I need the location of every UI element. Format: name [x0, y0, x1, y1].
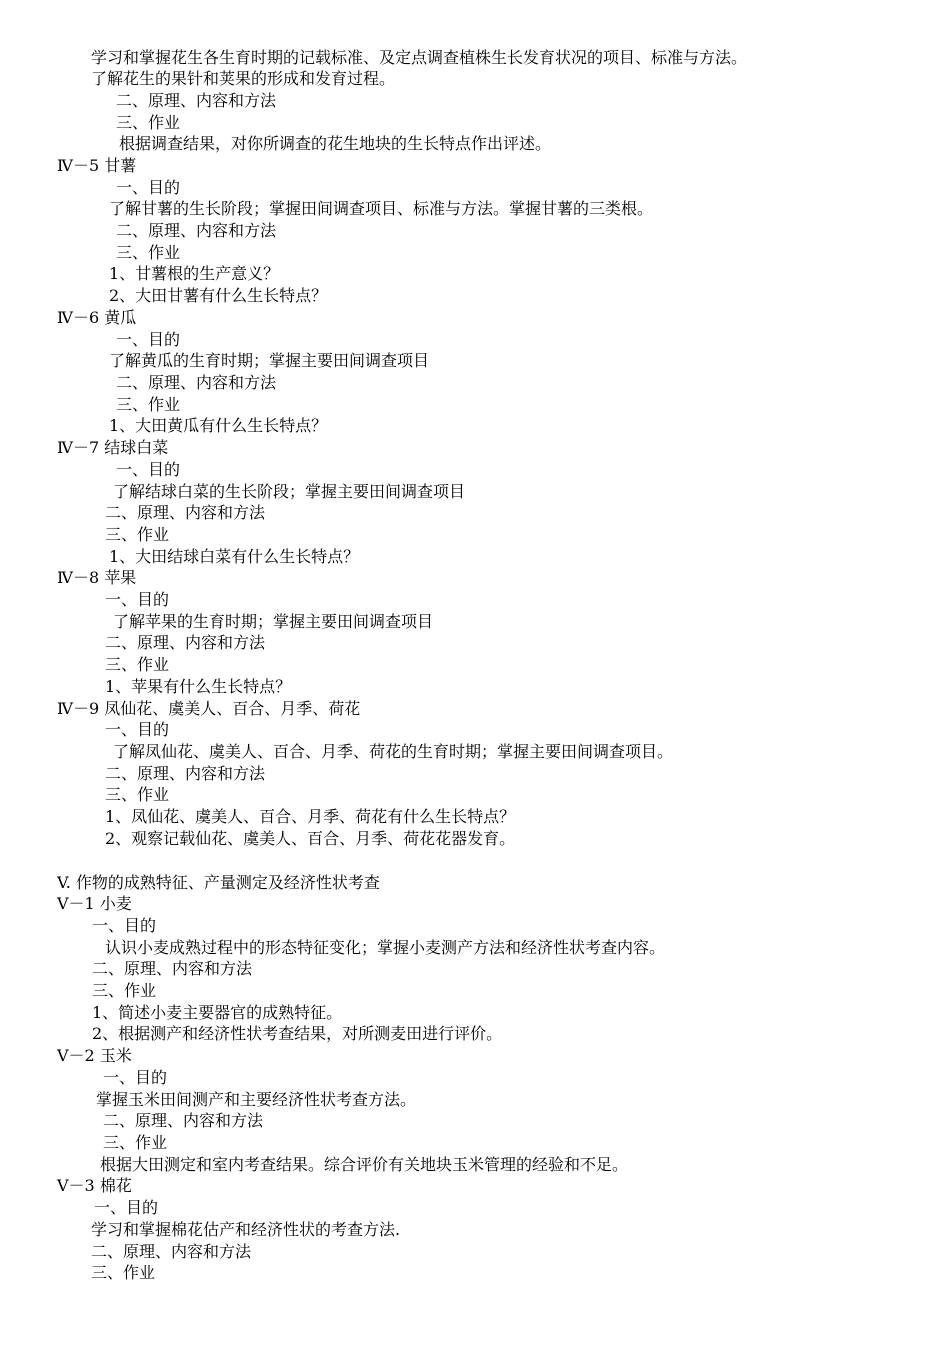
subheading: 一、目的	[116, 178, 181, 197]
question-item: 2、根据测产和经济性状考查结果，对所测麦田进行评价。	[92, 1024, 503, 1043]
subheading: 三、作业	[105, 655, 170, 674]
paragraph-text: 根据调查结果，对你所调查的花生地块的生长特点作出评述。	[119, 134, 552, 153]
question-item: 1、大田黄瓜有什么生长特点？	[109, 416, 328, 435]
subheading: 三、作业	[116, 113, 181, 132]
section-heading: V－1 小麦	[57, 894, 132, 913]
paragraph-text: 了解花生的果针和荚果的形成和发育过程。	[91, 69, 396, 88]
subheading: 一、目的	[94, 1198, 159, 1217]
paragraph-text: 了解甘薯的生长阶段；掌握田间调查项目、标准与方法。掌握甘薯的三类根。	[109, 199, 654, 218]
subheading: 一、目的	[92, 916, 157, 935]
subheading: 一、目的	[116, 330, 181, 349]
paragraph-text: 学习和掌握花生各生育时期的记载标准、及定点调查植株生长发育状况的项目、标准与方法。	[91, 48, 748, 67]
subheading: 一、目的	[116, 460, 181, 479]
subheading: 三、作业	[103, 1133, 168, 1152]
section-heading: Ⅳ－6 黄瓜	[57, 308, 137, 327]
subheading: 二、原理、内容和方法	[105, 503, 266, 522]
question-item: 1、大田结球白菜有什么生长特点？	[109, 547, 360, 566]
section-heading: Ⅳ－5 甘薯	[57, 156, 137, 175]
question-item: 1、简述小麦主要器官的成熟特征。	[92, 1003, 343, 1022]
subheading: 二、原理、内容和方法	[92, 959, 253, 978]
subheading: 二、原理、内容和方法	[91, 1242, 252, 1261]
subheading: 一、目的	[105, 590, 170, 609]
question-item: 2、大田甘薯有什么生长特点？	[109, 286, 328, 305]
paragraph-text: 了解凤仙花、虞美人、百合、月季、荷花的生育时期；掌握主要田间调查项目。	[113, 742, 674, 761]
subheading: 三、作业	[91, 1263, 156, 1282]
section-heading: V－2 玉米	[57, 1046, 132, 1065]
subheading: 三、作业	[105, 785, 170, 804]
section-heading: V－3 棉花	[57, 1176, 132, 1195]
subheading: 二、原理、内容和方法	[116, 221, 277, 240]
subheading: 二、原理、内容和方法	[105, 764, 266, 783]
paragraph-text: 根据大田测定和室内考查结果。综合评价有关地块玉米管理的经验和不足。	[100, 1155, 629, 1174]
question-item: 1、凤仙花、虞美人、百合、月季、荷花有什么生长特点？	[105, 807, 516, 826]
section-heading: Ⅳ－9 凤仙花、虞美人、百合、月季、荷花	[57, 699, 361, 718]
subheading: 二、原理、内容和方法	[105, 633, 266, 652]
question-item: 1、苹果有什么生长特点？	[105, 677, 292, 696]
paragraph-text: 了解结球白菜的生长阶段；掌握主要田间调查项目	[113, 482, 466, 501]
paragraph-text: 认识小麦成熟过程中的形态特征变化；掌握小麦测产方法和经济性状考查内容。	[105, 938, 666, 957]
subheading: 二、原理、内容和方法	[116, 91, 277, 110]
subheading: 二、原理、内容和方法	[116, 373, 277, 392]
subheading: 三、作业	[105, 525, 170, 544]
subheading: 二、原理、内容和方法	[103, 1111, 264, 1130]
subheading: 一、目的	[103, 1068, 168, 1087]
subheading: 三、作业	[116, 395, 181, 414]
paragraph-text: 学习和掌握棉花估产和经济性状的考查方法.	[91, 1220, 401, 1239]
subheading: 三、作业	[92, 981, 157, 1000]
subheading: 三、作业	[116, 243, 181, 262]
section-heading: Ⅳ－7 结球白菜	[57, 438, 169, 457]
chapter-heading: V. 作物的成熟特征、产量测定及经济性状考查	[57, 873, 380, 892]
section-heading: Ⅳ－8 苹果	[57, 568, 137, 587]
subheading: 一、目的	[105, 720, 170, 739]
paragraph-text: 掌握玉米田间测产和主要经济性状考查方法。	[96, 1090, 417, 1109]
question-item: 2、观察记载仙花、虞美人、百合、月季、荷花花器发育。	[105, 829, 516, 848]
question-item: 1、甘薯根的生产意义？	[109, 264, 280, 283]
paragraph-text: 了解苹果的生育时期；掌握主要田间调查项目	[113, 612, 434, 631]
paragraph-text: 了解黄瓜的生育时期；掌握主要田间调查项目	[109, 351, 430, 370]
